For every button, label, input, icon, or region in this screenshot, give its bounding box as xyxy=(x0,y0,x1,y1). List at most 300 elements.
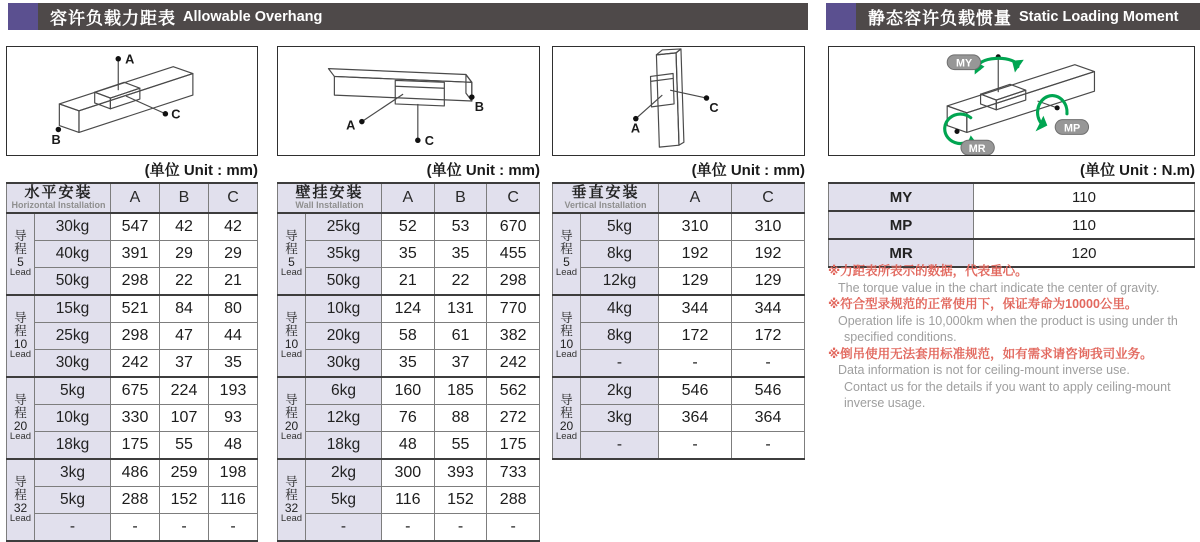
overhang-value-cell: 242 xyxy=(111,350,160,378)
lead-zh-char: 导 xyxy=(14,311,27,326)
note-line-en: The torque value in the chart indicate the center of gravity. xyxy=(838,280,1160,295)
lead-en-word: Lead xyxy=(9,431,32,443)
overhang-value-cell: 172 xyxy=(732,323,805,350)
vertical-installation-table xyxy=(552,182,805,460)
lead-number: 20 xyxy=(13,418,28,433)
horizontal-mount-diagram xyxy=(6,46,258,156)
overhang-value-cell: 129 xyxy=(732,268,805,296)
load-weight-cell: 18kg xyxy=(306,432,382,460)
load-weight-cell: 8kg xyxy=(581,323,659,350)
overhang-value-cell: 298 xyxy=(111,323,160,350)
lead-zh-char: 程 xyxy=(285,406,298,421)
lead-number: 5 xyxy=(288,254,295,269)
overhang-value-cell: 733 xyxy=(487,459,540,487)
overhang-value-cell: 310 xyxy=(732,213,805,241)
column-header-a: A xyxy=(111,183,160,213)
point-a-label: A xyxy=(125,51,135,67)
lead-group-label xyxy=(278,213,306,295)
load-weight-cell: 8kg xyxy=(581,241,659,268)
overhang-value-cell: 35 xyxy=(434,241,487,268)
table-row xyxy=(278,459,540,487)
table-title-zh: 壁挂安装 xyxy=(295,184,364,202)
table-row xyxy=(278,405,540,432)
overhang-value-cell: 770 xyxy=(487,295,540,323)
mr-axis-dot xyxy=(954,129,959,134)
load-weight-cell: 5kg xyxy=(581,213,659,241)
overhang-value-cell: 364 xyxy=(659,405,732,432)
overhang-value-cell: 393 xyxy=(434,459,487,487)
table-row xyxy=(278,487,540,514)
lead-number: 10 xyxy=(13,336,28,351)
overhang-value-cell: 29 xyxy=(160,241,209,268)
lead-en-word: Lead xyxy=(280,349,303,361)
lead-en-word: Lead xyxy=(555,349,578,361)
load-weight-cell: 50kg xyxy=(306,268,382,296)
lead-en-word: Lead xyxy=(280,431,303,443)
overhang-value-cell: 344 xyxy=(659,295,732,323)
overhang-value-cell: 44 xyxy=(208,323,257,350)
note-line-en: inverse usage. xyxy=(844,396,926,410)
table-row xyxy=(829,211,1195,239)
moment-name-cell: MR xyxy=(829,239,974,267)
point-a-label: A xyxy=(346,117,356,133)
note-line-en: Contact us for the details if you want to apply ceiling-mount xyxy=(844,379,1171,394)
load-weight-cell: 10kg xyxy=(306,295,382,323)
table-head xyxy=(278,183,540,213)
overhang-value-cell: 242 xyxy=(487,350,540,378)
table-head xyxy=(7,183,258,213)
overhang-value-cell: 42 xyxy=(160,213,209,241)
lead-group-label xyxy=(278,377,306,459)
wall-mount-diagram xyxy=(277,46,540,156)
overhang-value-cell: 382 xyxy=(487,323,540,350)
table-row xyxy=(278,514,540,542)
table-row xyxy=(7,377,258,405)
column-header-a: A xyxy=(659,183,732,213)
moment-diagram xyxy=(828,46,1195,156)
lead-number: 20 xyxy=(559,418,574,433)
overhang-value-cell: 29 xyxy=(208,241,257,268)
point-a-leader xyxy=(362,94,403,121)
section-title-zh: 容许负载力距表 xyxy=(50,9,176,28)
table-row xyxy=(553,377,805,405)
table-row xyxy=(278,268,540,296)
load-weight-cell: 50kg xyxy=(35,268,111,296)
overhang-data-table xyxy=(6,182,258,542)
lead-group-label xyxy=(553,213,581,295)
load-weight-cell: - xyxy=(35,514,111,542)
overhang-value-cell: 53 xyxy=(434,213,487,241)
overhang-value-cell: 129 xyxy=(659,268,732,296)
column-header-c: C xyxy=(732,183,805,213)
table-title-zh: 水平安装 xyxy=(24,184,93,202)
overhang-value-cell: - xyxy=(487,514,540,542)
point-b-label: B xyxy=(51,132,61,148)
lead-number: 5 xyxy=(17,254,24,269)
load-weight-cell: - xyxy=(306,514,382,542)
overhang-value-cell: 107 xyxy=(160,405,209,432)
lead-zh-char: 程 xyxy=(285,488,298,503)
overhang-value-cell: 546 xyxy=(732,377,805,405)
table-head xyxy=(553,183,805,213)
wall-installation-table xyxy=(277,182,540,542)
rail-side-face xyxy=(676,49,684,145)
overhang-value-cell: 116 xyxy=(382,487,435,514)
lead-zh-char: 程 xyxy=(285,242,298,257)
point-b-marker xyxy=(469,94,474,99)
overhang-value-cell: 88 xyxy=(434,405,487,432)
column-header-b: B xyxy=(434,183,487,213)
load-weight-cell: 2kg xyxy=(306,459,382,487)
note-line-zh: ※力距表所表示的数据，代表重心。 xyxy=(828,264,1028,278)
load-weight-cell: 3kg xyxy=(35,459,111,487)
table-row xyxy=(829,183,1195,211)
point-c-label: C xyxy=(424,133,434,149)
lead-group-label xyxy=(7,377,35,459)
load-weight-cell: 4kg xyxy=(581,295,659,323)
table-row xyxy=(553,432,805,460)
lead-group-label xyxy=(7,459,35,541)
load-weight-cell: 35kg xyxy=(306,241,382,268)
purple-accent-square xyxy=(8,3,38,30)
table-row xyxy=(553,405,805,432)
overhang-value-cell: 175 xyxy=(487,432,540,460)
table-body xyxy=(553,213,805,459)
overhang-value-cell: 521 xyxy=(111,295,160,323)
overhang-value-cell: 185 xyxy=(434,377,487,405)
overhang-value-cell: 84 xyxy=(160,295,209,323)
load-weight-cell: 25kg xyxy=(306,213,382,241)
overhang-value-cell: - xyxy=(659,350,732,378)
lead-group-label xyxy=(553,295,581,377)
note-line-zh: ※倒吊使用无法套用标准规范，如有需求请咨询我司业务。 xyxy=(828,346,1153,361)
table-row xyxy=(278,213,540,241)
lead-en-word: Lead xyxy=(9,267,32,279)
overhang-value-cell: 124 xyxy=(382,295,435,323)
column-header-b: B xyxy=(160,183,209,213)
overhang-value-cell: 58 xyxy=(382,323,435,350)
overhang-value-cell: 298 xyxy=(487,268,540,296)
overhang-value-cell: 35 xyxy=(382,241,435,268)
lead-zh-char: 程 xyxy=(285,324,298,339)
note-line-en: Operation life is 10,000km when the product is using under th xyxy=(838,313,1178,328)
rail-side-drawing xyxy=(278,47,539,155)
table-title-en: Wall Installation xyxy=(295,199,364,210)
overhang-value-cell: 391 xyxy=(111,241,160,268)
lead-en-word: Lead xyxy=(555,431,578,443)
table-title-cell xyxy=(7,183,111,213)
table-title-cell xyxy=(278,183,382,213)
overhang-value-cell: 152 xyxy=(434,487,487,514)
my-arrowhead xyxy=(1012,60,1024,73)
overhang-value-cell: 259 xyxy=(160,459,209,487)
overhang-value-cell: 486 xyxy=(111,459,160,487)
column-header-c: C xyxy=(208,183,257,213)
lead-group-label xyxy=(7,213,35,295)
column-header-c: C xyxy=(487,183,540,213)
lead-zh-char: 导 xyxy=(14,229,27,244)
table-row xyxy=(278,295,540,323)
lead-number: 10 xyxy=(559,336,574,351)
lead-number: 32 xyxy=(284,500,299,515)
table-row xyxy=(7,432,258,460)
lead-zh-char: 程 xyxy=(14,488,27,503)
lead-zh-char: 导 xyxy=(560,229,573,244)
overhang-value-cell: 193 xyxy=(208,377,257,405)
overhang-value-cell: 198 xyxy=(208,459,257,487)
overhang-value-cell: 172 xyxy=(659,323,732,350)
table-row xyxy=(7,487,258,514)
table-row xyxy=(553,350,805,378)
rail-moment-drawing xyxy=(829,47,1194,155)
overhang-value-cell: 152 xyxy=(160,487,209,514)
load-weight-cell: 6kg xyxy=(306,377,382,405)
lead-en-word: Lead xyxy=(280,267,303,279)
overhang-value-cell: 675 xyxy=(111,377,160,405)
overhang-value-cell: 330 xyxy=(111,405,160,432)
overhang-data-table xyxy=(552,182,805,460)
point-c-marker xyxy=(415,138,420,143)
overhang-value-cell: 344 xyxy=(732,295,805,323)
load-weight-cell: 5kg xyxy=(35,487,111,514)
lead-number: 32 xyxy=(13,500,28,515)
overhang-value-cell: 272 xyxy=(487,405,540,432)
point-a-marker xyxy=(359,119,364,124)
overhang-value-cell: 131 xyxy=(434,295,487,323)
load-weight-cell: 20kg xyxy=(306,323,382,350)
lead-en-word: Lead xyxy=(280,513,303,525)
overhang-value-cell: 48 xyxy=(208,432,257,460)
overhang-value-cell: - xyxy=(659,432,732,460)
overhang-data-table xyxy=(277,182,540,542)
overhang-value-cell: 455 xyxy=(487,241,540,268)
mp-axis-dot xyxy=(1055,105,1060,110)
lead-zh-char: 程 xyxy=(14,242,27,257)
table-row xyxy=(7,295,258,323)
overhang-value-cell: 42 xyxy=(208,213,257,241)
lead-zh-char: 程 xyxy=(560,324,573,339)
lead-zh-char: 程 xyxy=(14,324,27,339)
table-header-row xyxy=(553,183,805,213)
vertical-mount-diagram xyxy=(552,46,805,156)
note-line-en: specified conditions. xyxy=(844,330,957,344)
lead-zh-char: 程 xyxy=(560,406,573,421)
point-c-label: C xyxy=(171,106,181,122)
overhang-value-cell: 288 xyxy=(487,487,540,514)
table-row xyxy=(7,405,258,432)
static-loading-moment-header xyxy=(828,3,1200,30)
load-weight-cell: 5kg xyxy=(306,487,382,514)
table-row xyxy=(553,323,805,350)
overhang-value-cell: - xyxy=(732,432,805,460)
load-weight-cell: 12kg xyxy=(581,268,659,296)
table-title-cell xyxy=(553,183,659,213)
overhang-value-cell: 80 xyxy=(208,295,257,323)
overhang-value-cell: 37 xyxy=(160,350,209,378)
table-row xyxy=(278,350,540,378)
table-header-row xyxy=(278,183,540,213)
note-line-zh: ※符合型录规范的正常使用下，保证寿命为10000公里。 xyxy=(828,297,1138,311)
overhang-value-cell: 160 xyxy=(382,377,435,405)
overhang-value-cell: 300 xyxy=(382,459,435,487)
overhang-value-cell: 22 xyxy=(434,268,487,296)
load-weight-cell: 5kg xyxy=(35,377,111,405)
overhang-value-cell: 547 xyxy=(111,213,160,241)
table-title-en: Horizontal Installation xyxy=(11,199,106,210)
table-row xyxy=(278,241,540,268)
slider-side-face xyxy=(996,90,1025,110)
moment-value-cell: 110 xyxy=(974,211,1195,239)
lead-zh-char: 导 xyxy=(14,475,27,490)
overhang-value-cell: 192 xyxy=(659,241,732,268)
load-weight-cell: 18kg xyxy=(35,432,111,460)
point-c-marker xyxy=(163,111,168,116)
allowable-overhang-header xyxy=(10,3,808,30)
table-row xyxy=(7,241,258,268)
purple-accent-square xyxy=(826,3,856,30)
table-title-zh: 垂直安装 xyxy=(571,184,640,202)
overhang-value-cell: 93 xyxy=(208,405,257,432)
lead-en-word: Lead xyxy=(9,349,32,361)
table-row xyxy=(553,295,805,323)
overhang-value-cell: 76 xyxy=(382,405,435,432)
lead-number: 10 xyxy=(284,336,299,351)
point-a-marker xyxy=(116,56,121,61)
overhang-value-cell: 55 xyxy=(160,432,209,460)
section-title-en: Allowable Overhang xyxy=(183,8,323,25)
overhang-value-cell: 52 xyxy=(382,213,435,241)
overhang-value-cell: 35 xyxy=(208,350,257,378)
point-c-label: C xyxy=(709,99,719,115)
lead-zh-char: 导 xyxy=(560,311,573,326)
lead-zh-char: 导 xyxy=(560,393,573,408)
table-title-en: Vertical Installation xyxy=(564,199,647,210)
footnotes xyxy=(828,263,1200,412)
lead-zh-char: 导 xyxy=(285,475,298,490)
lead-zh-char: 导 xyxy=(14,393,27,408)
load-weight-cell: 25kg xyxy=(35,323,111,350)
overhang-value-cell: 364 xyxy=(732,405,805,432)
slider-front-face xyxy=(395,80,444,106)
table-header-row xyxy=(7,183,258,213)
rail-front-face xyxy=(656,53,679,147)
horizontal-installation-table xyxy=(6,182,258,542)
moment-data-table xyxy=(828,182,1195,268)
load-weight-cell: - xyxy=(581,432,659,460)
overhang-value-cell: - xyxy=(382,514,435,542)
load-weight-cell: 30kg xyxy=(306,350,382,378)
overhang-value-cell: 35 xyxy=(382,350,435,378)
note-line-en: Data information is not for ceiling-mount inverse use. xyxy=(838,363,1130,377)
table-row xyxy=(7,213,258,241)
overhang-value-cell: 47 xyxy=(160,323,209,350)
lead-group-label xyxy=(553,377,581,459)
overhang-value-cell: 21 xyxy=(382,268,435,296)
slider-detail-line xyxy=(651,78,674,81)
rail-end-face xyxy=(59,104,79,132)
load-weight-cell: 15kg xyxy=(35,295,111,323)
moment-value-cell: 110 xyxy=(974,183,1195,211)
table-row xyxy=(7,459,258,487)
moment-name-cell: MP xyxy=(829,211,974,239)
load-weight-cell: 30kg xyxy=(35,213,111,241)
table-row xyxy=(553,268,805,296)
lead-number: 20 xyxy=(284,418,299,433)
overhang-value-cell: 224 xyxy=(160,377,209,405)
unit-label-mm: (单位 Unit : mm) xyxy=(691,162,805,179)
overhang-value-cell: 562 xyxy=(487,377,540,405)
overhang-value-cell: - xyxy=(160,514,209,542)
overhang-value-cell: 192 xyxy=(732,241,805,268)
point-b-label: B xyxy=(474,98,484,114)
overhang-value-cell: 670 xyxy=(487,213,540,241)
mp-badge-label: MP xyxy=(1064,122,1081,135)
unit-label-nm: (单位 Unit : N.m) xyxy=(1080,162,1195,179)
point-c-marker xyxy=(704,95,709,100)
overhang-value-cell: - xyxy=(732,350,805,378)
overhang-value-cell: 310 xyxy=(659,213,732,241)
table-row xyxy=(7,514,258,542)
unit-label-mm: (单位 Unit : mm) xyxy=(144,162,258,179)
slider-detail-line xyxy=(395,86,444,88)
table-row xyxy=(553,213,805,241)
load-weight-cell: 3kg xyxy=(581,405,659,432)
table-row xyxy=(7,268,258,296)
my-badge-label: MY xyxy=(956,57,973,70)
overhang-value-cell: 55 xyxy=(434,432,487,460)
overhang-value-cell: - xyxy=(111,514,160,542)
lead-zh-char: 程 xyxy=(560,242,573,257)
overhang-value-cell: 546 xyxy=(659,377,732,405)
slider-front-face xyxy=(95,92,111,109)
overhang-value-cell: 21 xyxy=(208,268,257,296)
section-title-en: Static Loading Moment xyxy=(1019,8,1179,25)
table-row xyxy=(7,323,258,350)
lead-zh-char: 程 xyxy=(14,406,27,421)
column-header-a: A xyxy=(382,183,435,213)
lead-zh-char: 导 xyxy=(285,393,298,408)
lead-en-word: Lead xyxy=(9,513,32,525)
load-weight-cell: 40kg xyxy=(35,241,111,268)
moment-name-cell: MY xyxy=(829,183,974,211)
load-weight-cell: 2kg xyxy=(581,377,659,405)
overhang-value-cell: 175 xyxy=(111,432,160,460)
overhang-value-cell: - xyxy=(434,514,487,542)
overhang-value-cell: 22 xyxy=(160,268,209,296)
table-row xyxy=(278,323,540,350)
lead-group-label xyxy=(278,459,306,541)
static-moment-table xyxy=(828,182,1195,268)
load-weight-cell: 10kg xyxy=(35,405,111,432)
load-weight-cell: 12kg xyxy=(306,405,382,432)
overhang-value-cell: 48 xyxy=(382,432,435,460)
overhang-value-cell: 61 xyxy=(434,323,487,350)
table-body xyxy=(829,183,1195,267)
mr-badge-label: MR xyxy=(968,143,986,155)
unit-label-mm: (单位 Unit : mm) xyxy=(426,162,540,179)
lead-group-label xyxy=(7,295,35,377)
table-row xyxy=(553,241,805,268)
load-weight-cell: - xyxy=(581,350,659,378)
point-c-leader xyxy=(670,90,706,98)
table-row xyxy=(278,432,540,460)
overhang-value-cell: 288 xyxy=(111,487,160,514)
lead-zh-char: 导 xyxy=(285,229,298,244)
table-body xyxy=(278,213,540,541)
load-weight-cell: 30kg xyxy=(35,350,111,378)
lead-zh-char: 导 xyxy=(285,311,298,326)
table-row xyxy=(278,377,540,405)
